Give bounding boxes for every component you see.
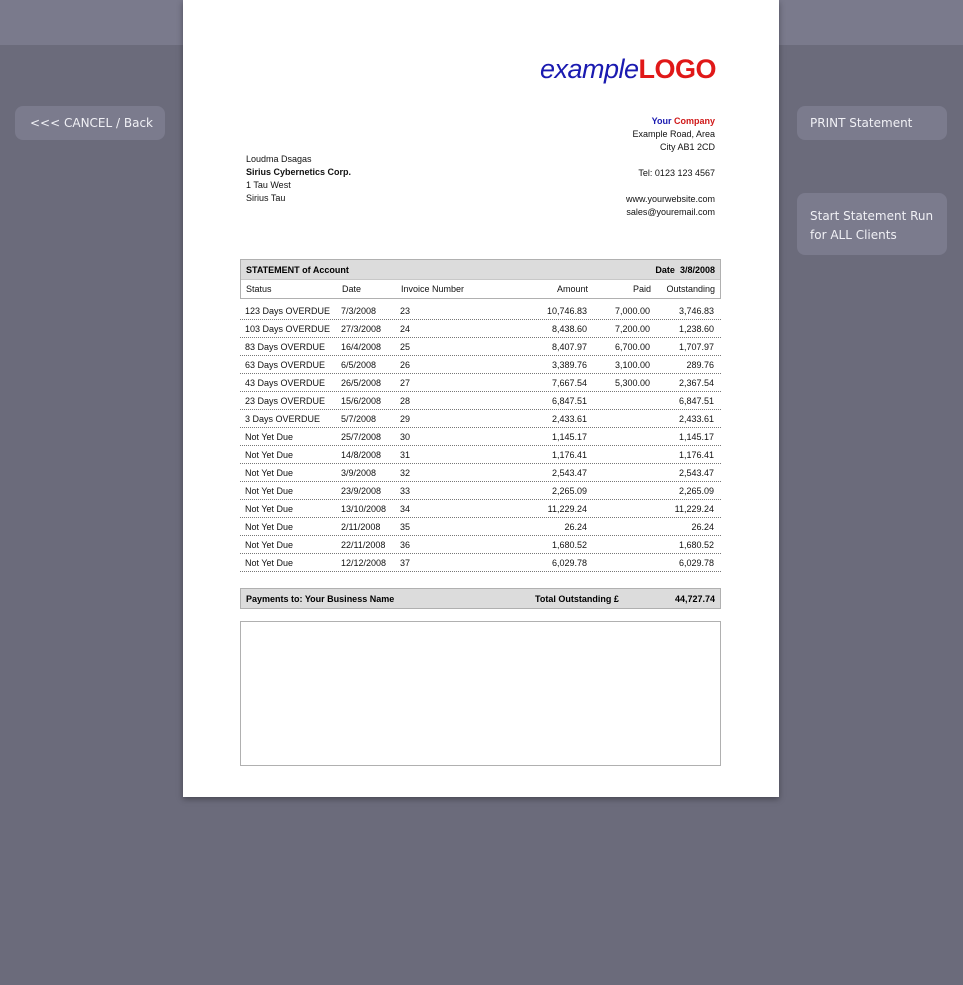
cell-status: Not Yet Due bbox=[245, 485, 294, 496]
column-header-paid: Paid bbox=[632, 284, 651, 294]
cell-invoice-number: 34 bbox=[400, 503, 411, 514]
start-statement-run-label-line1: Start Statement Run bbox=[810, 209, 934, 223]
cell-paid: 7,200.00 bbox=[614, 323, 650, 334]
cell-amount: 2,433.61 bbox=[551, 413, 587, 424]
cell-date: 25/7/2008 bbox=[341, 431, 382, 442]
cell-amount: 8,407.97 bbox=[551, 341, 587, 352]
statement-date: Date 3/8/2008 bbox=[655, 264, 715, 275]
cell-status: Not Yet Due bbox=[245, 521, 294, 532]
statement-paper bbox=[183, 0, 779, 797]
company-email: sales@youremail.com bbox=[626, 207, 715, 217]
cell-status: Not Yet Due bbox=[245, 539, 294, 550]
table-row bbox=[240, 428, 721, 446]
table-row bbox=[240, 536, 721, 554]
client-name: Loudma Dsagas bbox=[246, 154, 312, 164]
cell-status: 43 Days OVERDUE bbox=[245, 377, 326, 388]
cell-date: 23/9/2008 bbox=[341, 485, 382, 496]
cell-status: 103 Days OVERDUE bbox=[245, 323, 331, 334]
start-statement-run-button[interactable] bbox=[797, 193, 947, 255]
cell-outstanding: 3,746.83 bbox=[678, 305, 714, 316]
cell-date: 16/4/2008 bbox=[341, 341, 382, 352]
cell-date: 26/5/2008 bbox=[341, 377, 382, 388]
company-city: City AB1 2CD bbox=[659, 142, 715, 152]
statement-title: STATEMENT of Account bbox=[246, 264, 349, 275]
cell-amount: 8,438.60 bbox=[551, 323, 587, 334]
totals-bar bbox=[240, 588, 721, 609]
cell-status: 3 Days OVERDUE bbox=[245, 413, 321, 424]
statement-rows bbox=[240, 302, 721, 572]
cell-amount: 3,389.76 bbox=[551, 359, 587, 370]
table-header-row bbox=[241, 279, 720, 298]
company-address-block bbox=[626, 115, 715, 219]
cell-status: Not Yet Due bbox=[245, 431, 294, 442]
cell-amount: 6,029.78 bbox=[551, 557, 587, 568]
statement-title-bar bbox=[241, 260, 720, 279]
cell-date: 5/7/2008 bbox=[341, 413, 377, 424]
cell-date: 3/9/2008 bbox=[341, 467, 377, 478]
cell-paid: 5,300.00 bbox=[614, 377, 650, 388]
table-row bbox=[240, 374, 721, 392]
cell-invoice-number: 26 bbox=[400, 359, 411, 370]
cell-invoice-number: 27 bbox=[400, 377, 411, 388]
start-statement-run-label-line2: for ALL Clients bbox=[810, 228, 897, 242]
cell-status: Not Yet Due bbox=[245, 557, 294, 568]
cell-amount: 26.24 bbox=[564, 521, 587, 532]
cell-outstanding: 1,238.60 bbox=[678, 323, 714, 334]
cell-amount: 1,176.41 bbox=[551, 449, 587, 460]
table-row bbox=[240, 464, 721, 482]
logo-text-example: example bbox=[539, 54, 639, 84]
cell-status: 123 Days OVERDUE bbox=[245, 305, 331, 316]
cell-invoice-number: 25 bbox=[400, 341, 411, 352]
company-name: Your Company bbox=[651, 116, 715, 126]
cell-invoice-number: 30 bbox=[400, 431, 411, 442]
cell-outstanding: 289.76 bbox=[686, 359, 714, 370]
client-address-block bbox=[246, 153, 351, 205]
table-row bbox=[240, 500, 721, 518]
cell-outstanding: 2,367.54 bbox=[678, 377, 714, 388]
client-company: Sirius Cybernetics Corp. bbox=[246, 167, 352, 177]
cell-invoice-number: 29 bbox=[400, 413, 411, 424]
cell-amount: 10,746.83 bbox=[546, 305, 587, 316]
cell-invoice-number: 36 bbox=[400, 539, 411, 550]
table-row bbox=[240, 446, 721, 464]
cell-invoice-number: 37 bbox=[400, 557, 411, 568]
cell-date: 12/12/2008 bbox=[341, 557, 387, 568]
cell-status: 23 Days OVERDUE bbox=[245, 395, 326, 406]
cell-invoice-number: 24 bbox=[400, 323, 411, 334]
cell-amount: 1,680.52 bbox=[551, 539, 587, 550]
cell-date: 15/6/2008 bbox=[341, 395, 382, 406]
cell-outstanding: 1,707.97 bbox=[678, 341, 714, 352]
cell-paid: 7,000.00 bbox=[614, 305, 650, 316]
column-header-status: Status bbox=[246, 284, 272, 294]
cell-date: 14/8/2008 bbox=[341, 449, 382, 460]
table-row bbox=[240, 356, 721, 374]
cell-invoice-number: 32 bbox=[400, 467, 411, 478]
cell-date: 6/5/2008 bbox=[341, 359, 377, 370]
cell-outstanding: 26.24 bbox=[691, 521, 714, 532]
client-address-line2: Sirius Tau bbox=[246, 193, 286, 203]
cell-paid: 3,100.00 bbox=[614, 359, 650, 370]
print-statement-button[interactable]: PRINT Statement bbox=[797, 106, 947, 140]
cell-amount: 1,145.17 bbox=[551, 431, 587, 442]
cell-invoice-number: 31 bbox=[400, 449, 411, 460]
cell-invoice-number: 28 bbox=[400, 395, 411, 406]
cell-outstanding: 2,543.47 bbox=[678, 467, 714, 478]
statement-header bbox=[240, 259, 721, 299]
column-header-outstanding: Outstanding bbox=[666, 284, 715, 294]
cell-amount: 11,229.24 bbox=[547, 503, 587, 514]
cell-invoice-number: 33 bbox=[400, 485, 411, 496]
column-header-date: Date bbox=[342, 284, 362, 294]
cell-amount: 6,847.51 bbox=[551, 395, 587, 406]
table-row bbox=[240, 392, 721, 410]
table-row bbox=[240, 482, 721, 500]
cell-amount: 2,543.47 bbox=[551, 467, 587, 478]
total-outstanding-value: 44,727.74 bbox=[674, 593, 715, 604]
company-tel: Tel: 0123 123 4567 bbox=[638, 168, 715, 178]
cell-date: 27/3/2008 bbox=[341, 323, 382, 334]
cell-amount: 7,667.54 bbox=[551, 377, 587, 388]
cell-status: 63 Days OVERDUE bbox=[245, 359, 326, 370]
cancel-back-button[interactable]: <<< CANCEL / Back bbox=[15, 106, 165, 140]
cell-status: 83 Days OVERDUE bbox=[245, 341, 326, 352]
column-header-invoice-number: Invoice Number bbox=[401, 284, 465, 294]
cell-date: 22/11/2008 bbox=[341, 539, 386, 550]
table-row bbox=[240, 410, 721, 428]
client-address-line1: 1 Tau West bbox=[246, 180, 291, 190]
cell-outstanding: 2,265.09 bbox=[678, 485, 714, 496]
payments-to: Payments to: Your Business Name bbox=[246, 593, 395, 604]
cell-outstanding: 1,680.52 bbox=[678, 539, 714, 550]
table-row bbox=[240, 302, 721, 320]
cell-date: 7/3/2008 bbox=[341, 305, 377, 316]
cell-status: Not Yet Due bbox=[245, 503, 294, 514]
column-header-amount: Amount bbox=[556, 284, 588, 294]
table-row bbox=[240, 338, 721, 356]
cell-outstanding: 11,229.24 bbox=[674, 503, 714, 514]
table-row bbox=[240, 554, 721, 572]
cell-invoice-number: 23 bbox=[400, 305, 411, 316]
cell-status: Not Yet Due bbox=[245, 449, 294, 460]
total-outstanding-label: Total Outstanding £ bbox=[535, 593, 619, 604]
cell-status: Not Yet Due bbox=[245, 467, 294, 478]
cell-outstanding: 6,847.51 bbox=[678, 395, 714, 406]
cell-paid: 6,700.00 bbox=[614, 341, 650, 352]
cell-amount: 2,265.09 bbox=[551, 485, 587, 496]
company-road: Example Road, Area bbox=[632, 129, 715, 139]
cell-date: 13/10/2008 bbox=[341, 503, 387, 514]
cell-outstanding: 2,433.61 bbox=[678, 413, 714, 424]
notes-box bbox=[240, 621, 721, 766]
cell-date: 2/11/2008 bbox=[341, 521, 381, 532]
table-row bbox=[240, 518, 721, 536]
company-website: www.yourwebsite.com bbox=[625, 194, 715, 204]
cell-outstanding: 6,029.78 bbox=[678, 557, 714, 568]
logo-text-logo: LOGO bbox=[638, 54, 716, 84]
cell-invoice-number: 35 bbox=[400, 521, 411, 532]
cell-outstanding: 1,145.17 bbox=[678, 431, 714, 442]
cell-outstanding: 1,176.41 bbox=[678, 449, 714, 460]
table-row bbox=[240, 320, 721, 338]
company-logo bbox=[540, 54, 716, 85]
